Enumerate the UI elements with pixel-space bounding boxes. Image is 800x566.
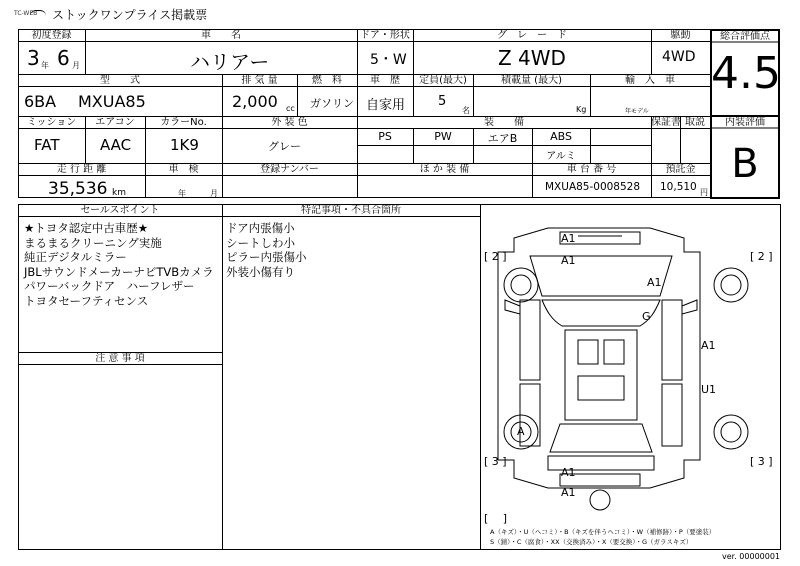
overall-score-value: 4.5 (711, 48, 781, 99)
car-name-value: ハリアー (190, 50, 270, 74)
import-unit: 年モデル (625, 108, 649, 115)
equip-alumi: アルミ (546, 151, 576, 162)
bracket-front-right: [ 2 ] (750, 250, 773, 263)
est-price-value: 10,510 (660, 181, 697, 193)
label-model: 型 式 (100, 75, 140, 86)
remark: ドア内張傷小 (226, 221, 295, 235)
bracket-front-left: [ 2 ] (484, 250, 507, 263)
color-no-value: 1K9 (170, 136, 199, 154)
label-drive: 駆動 (670, 30, 691, 41)
chassis-no-value: MXUA85-0008528 (545, 181, 641, 193)
label-mission: ミッション (26, 117, 77, 128)
drive-value: 4WD (662, 49, 696, 65)
displacement-value: 2,000 (232, 92, 278, 111)
bracket-rear-right: [ 3 ] (750, 455, 773, 468)
damage-mark-windshield: G (642, 310, 651, 323)
year-unit: 年 (41, 61, 49, 70)
damage-mark-rear-left: A1 (561, 466, 576, 479)
est-price-unit: 円 (700, 188, 708, 197)
label-load: 積載量 (最大) (501, 75, 562, 86)
label-notes: 注 意 事 項 (95, 353, 145, 364)
load-unit: Kg (576, 105, 587, 114)
label-est-price: 預託金 (665, 164, 696, 175)
label-grade: グ レ ー ド (497, 30, 567, 41)
sales-point: パワーバックドア ハーフレザー (24, 279, 195, 293)
damage-mark-right-rear: U1 (701, 383, 717, 396)
sales-point: トヨタセーフティセンス (24, 293, 149, 308)
damage-mark-left-wheel: A (517, 425, 525, 438)
door-shape-value: 5・W (370, 52, 407, 68)
label-import: 輸 入 車 (625, 75, 675, 86)
damage-mark-fender-left: A1 (561, 254, 576, 267)
label-manual: 取説 (685, 117, 705, 128)
logo: TC-WEB (14, 10, 38, 17)
month-unit: 月 (72, 61, 80, 70)
model-prefix: 6BA (24, 92, 57, 111)
capacity-unit: 名 (462, 106, 470, 115)
label-car-name: 車 名 (201, 30, 241, 41)
reg-year: 3 (27, 46, 40, 70)
model-value: MXUA85 (78, 92, 146, 111)
insp-year-unit: 年 (178, 189, 186, 198)
mileage-unit: km (112, 188, 126, 198)
sales-point: 純正デジタルミラー (24, 250, 127, 264)
capacity-value: 5 (438, 94, 447, 109)
label-remarks: 特記事項・不具合箇所 (301, 205, 401, 216)
equip-abs: ABS (550, 130, 572, 143)
grade-value: Z 4WD (498, 46, 566, 70)
label-aircon: エアコン (95, 117, 135, 128)
label-reg-number: 登録ナンバー (260, 164, 319, 175)
label-sales-points: セールスポイント (80, 205, 160, 216)
bracket-other: [ ] (484, 512, 508, 525)
label-interior-score: 内装評価 (725, 117, 765, 128)
label-history: 車 歴 (370, 75, 400, 86)
sales-point: JBLサウンドメーカーナビTVBカメラ (24, 264, 214, 279)
label-mileage: 走 行 距 離 (56, 164, 107, 175)
label-chassis-no: 車 台 番 号 (566, 164, 617, 175)
version: ver. 00000001 (722, 552, 781, 561)
interior-score-value: B (731, 141, 759, 187)
mission-value: FAT (34, 136, 60, 154)
label-other-equipment: ほ か 装 備 (419, 164, 470, 175)
remark: 外装小傷有り (226, 264, 295, 279)
displacement-unit: cc (286, 104, 295, 113)
equip-airbag: エアB (487, 132, 518, 145)
label-capacity: 定員(最大) (419, 75, 467, 86)
fuel-value: ガソリン (310, 97, 354, 110)
remark: ピラー内張傷小 (226, 250, 307, 264)
legend-line-2: S（錆）・C（腐食）・XX（交換済み）・X（要交換）・G（ガラスキズ） (490, 538, 693, 546)
label-fuel: 燃 料 (312, 75, 342, 86)
equip-ps: PS (378, 130, 392, 143)
reg-month: 6 (57, 46, 70, 70)
insp-month-unit: 月 (210, 189, 218, 198)
mileage-value: 35,536 (48, 179, 108, 199)
page-title: ストックワンプライス掲載票 (52, 8, 208, 22)
sales-point: まるまるクリーニング実施 (24, 235, 162, 250)
label-warranty: 保証書 (651, 117, 681, 128)
bracket-rear-left: [ 3 ] (484, 455, 507, 468)
equip-pw: PW (434, 130, 452, 143)
history-value: 自家用 (366, 98, 406, 113)
aircon-value: AAC (100, 136, 132, 154)
legend-line-1: A（キズ）・U（ヘコミ）・B（キズを伴うヘコミ）・W（補修跡）・P（要塗装） (490, 528, 716, 536)
remark: シートしわ小 (226, 235, 295, 250)
exterior-color-value: グレー (268, 140, 301, 153)
label-exterior-color: 外 装 色 (271, 117, 308, 128)
label-inspection: 車 検 (168, 164, 199, 175)
label-color-no: カラーNo. (160, 117, 207, 128)
label-displacement: 排 気 量 (241, 75, 278, 86)
label-equipment: 装 備 (484, 117, 524, 128)
damage-mark-front-bumper: A1 (561, 232, 576, 245)
damage-mark-rear-bumper: A1 (561, 486, 576, 499)
damage-mark-hood: A1 (647, 276, 662, 289)
damage-mark-right-door: A1 (701, 339, 716, 352)
label-first-reg: 初度登録 (31, 30, 72, 41)
sales-point: ★トヨタ認定中古車歴★ (24, 221, 149, 235)
label-door-shape: ドア・形状 (360, 30, 410, 41)
label-overall-score: 総合評価点 (720, 31, 770, 42)
